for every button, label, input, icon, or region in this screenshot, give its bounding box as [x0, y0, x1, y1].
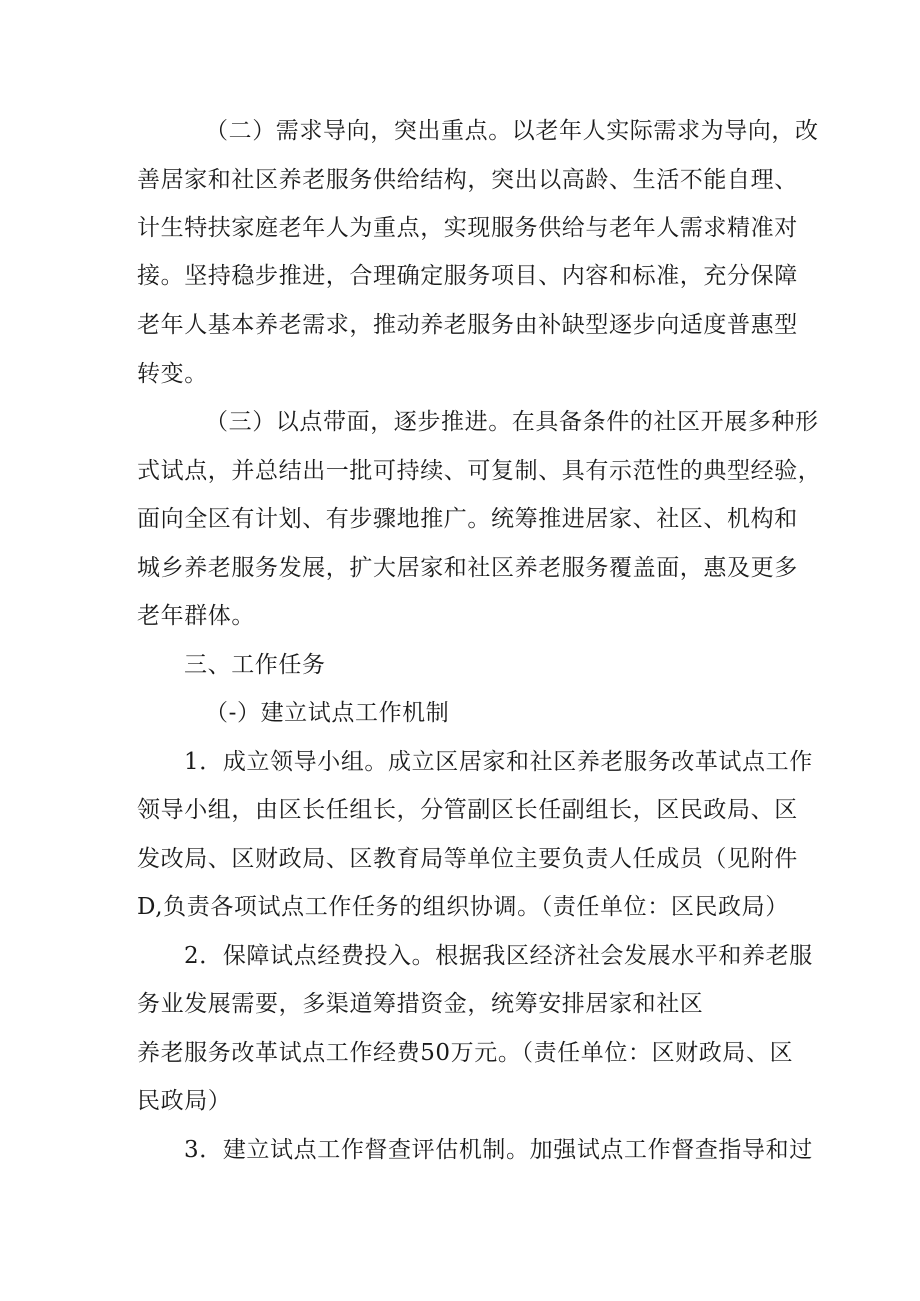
text-line: 务业发展需要，多渠道筹措资金，统筹安排居家和社区 — [137, 991, 704, 1017]
text-line: 老年群体。 — [137, 603, 255, 629]
text-line: 领导小组，由区长任组长，分管副区长任副组长，区民政局、区 — [137, 797, 798, 823]
text-line: D,负责各项试点工作任务的组织协调。（责任单位：区民政局） — [137, 894, 789, 920]
text-line: 式试点，并总结出一批可持续、可复制、具有示范性的典型经验， — [137, 458, 822, 484]
text-line: 养老服务改革试点工作经费50万元。（责任单位：区财政局、区 — [137, 1040, 794, 1066]
text-line: 老年人基本养老需求，推动养老服务由补缺型逐步向适度普惠型 — [137, 312, 798, 338]
text-line: 接。坚持稳步推进，合理确定服务项目、内容和标准，充分保障 — [137, 263, 798, 289]
text-line: 民政局） — [137, 1088, 232, 1114]
text-line: 转变。 — [137, 361, 208, 387]
text-line: 善居家和社区养老服务供给结构，突出以高龄、生活不能自理、 — [137, 167, 798, 193]
text-line: （三）以点带面，逐步推进。在具备条件的社区开展多种形 — [205, 409, 819, 435]
subsection-heading: （-）建立试点工作机制 — [205, 700, 450, 726]
text-line: 发改局、区财政局、区教育局等单位主要负责人任成员（见附件 — [137, 846, 798, 872]
text-line: 面向全区有计划、有步骤地推广。统筹推进居家、社区、机构和 — [137, 506, 798, 532]
text-line: （二）需求导向，突出重点。以老年人实际需求为导向，改 — [205, 118, 819, 144]
text-line: 3．建立试点工作督查评估机制。加强试点工作督查指导和过 — [184, 1137, 813, 1163]
section-heading: 三、工作任务 — [184, 652, 326, 678]
text-line: 计生特扶家庭老年人为重点，实现服务供给与老年人需求精准对 — [137, 215, 798, 241]
text-line: 2．保障试点经费投入。根据我区经济社会发展水平和养老服 — [184, 943, 813, 969]
text-line: 1．成立领导小组。成立区居家和社区养老服务改革试点工作 — [184, 749, 813, 775]
text-line: 城乡养老服务发展，扩大居家和社区养老服务覆盖面，惠及更多 — [137, 555, 798, 581]
